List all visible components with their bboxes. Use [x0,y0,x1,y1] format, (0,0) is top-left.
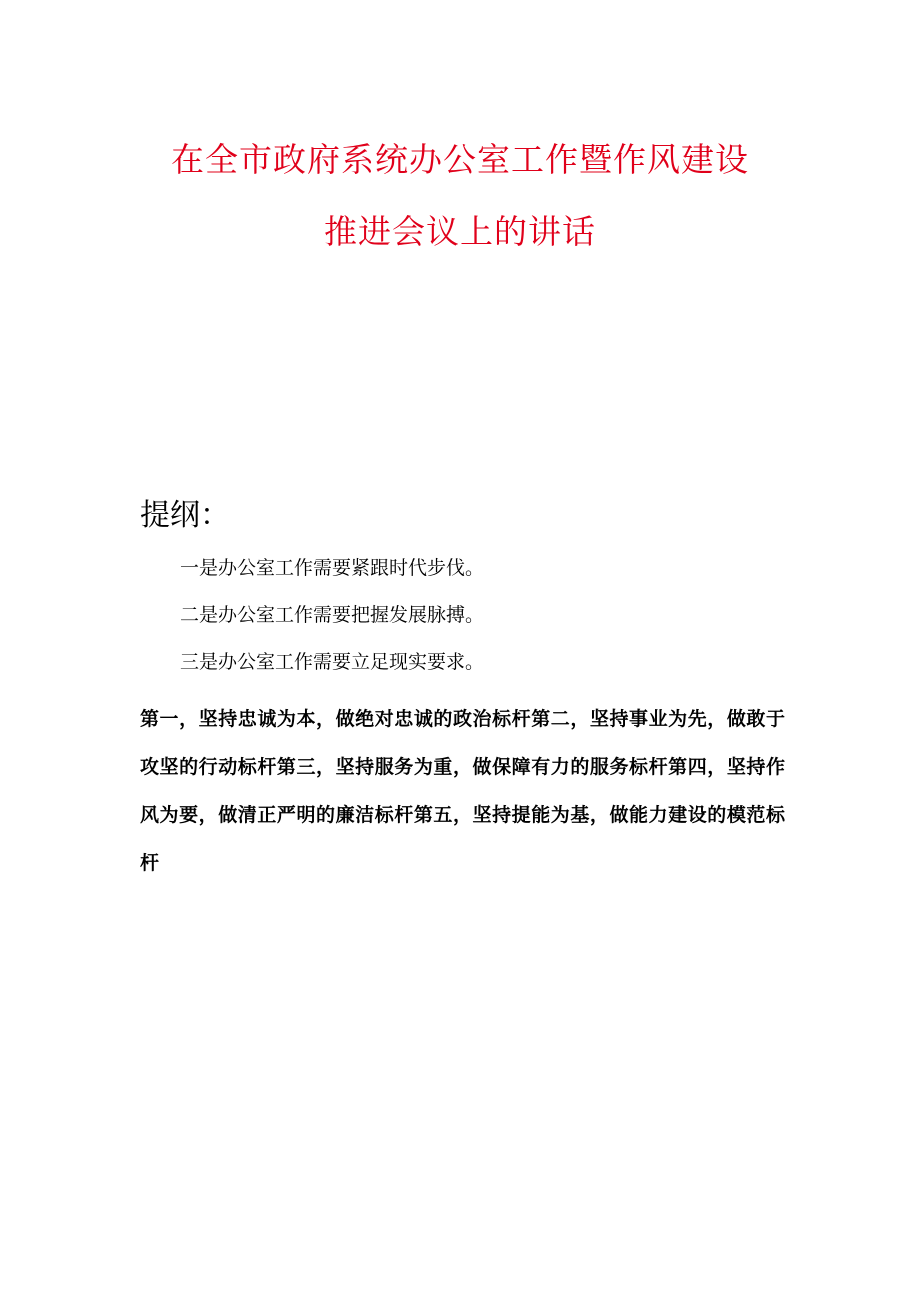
body-paragraph: 第一，坚持忠诚为本，做绝对忠诚的政治标杆第二，坚持事业为先，做敢于攻坚的行动标杆第三，坚持服务为重，做保障有力的服务标杆第四，坚持作风为要，做清正严明的廉洁标杆第五，坚持提能为基，做能力建设的模范标杆 [140,708,785,874]
document-title-line-2: 推进会议上的讲话 [324,212,596,251]
outline-item: 三是办公室工作需要立足现实要求。 [180,651,485,673]
outline-item: 二是办公室工作需要把握发展脉搏。 [180,604,485,626]
outline-heading: 提纲： [140,498,230,533]
outline-item: 一是办公室工作需要紧跟时代步伐。 [180,557,485,579]
document-title-line-1: 在全市政府系统办公室工作暨作风建设 [171,140,749,179]
